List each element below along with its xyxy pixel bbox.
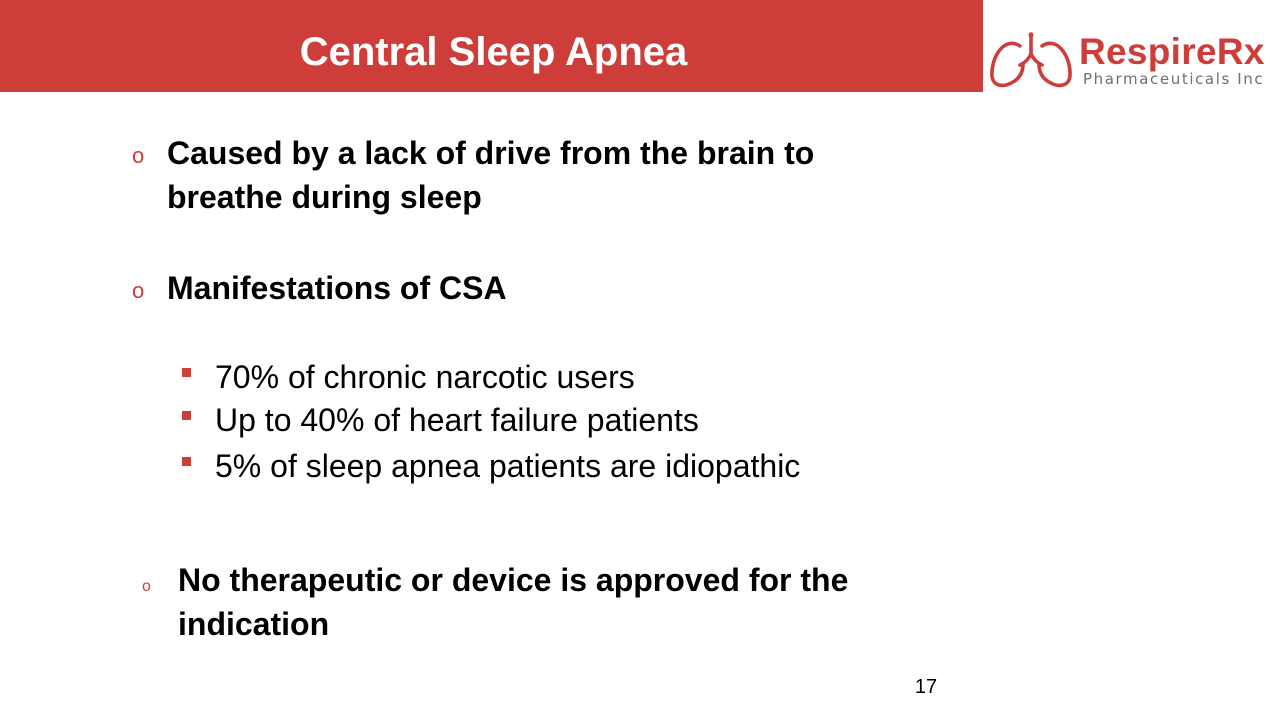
sub-bullet-item [182,444,942,488]
sub-bullet-item [182,398,942,442]
bullet-marker: o [132,278,145,303]
bullet-line: indication [178,606,330,642]
bullet-text [178,558,848,646]
square-bullet-icon [182,368,191,377]
square-bullet-icon [182,457,191,466]
bullet-marker: o [132,143,145,168]
bullet-line: No therapeutic or device is approved for the [178,562,849,598]
logo-subtitle: Pharmaceuticals Inc [1083,70,1265,88]
lungs-icon [987,32,1075,90]
sub-bullet-text: 70% of chronic narcotic users [215,359,635,395]
sub-bullet-text: 5% of sleep apnea patients are idiopathic [215,448,801,484]
bullet-line: Manifestations of CSA [167,270,507,306]
slide-title: Central Sleep Apnea [299,30,688,74]
bullet-marker: o [142,578,151,595]
sub-bullet-item [182,355,942,399]
page-number: 17 [914,676,938,698]
logo-wordmark: RespireRx [1079,31,1265,72]
bullet-text [167,266,507,310]
bullet-line: breathe during sleep [167,179,482,215]
bullet-line: Caused by a lack of drive from the brain to [167,135,815,171]
sub-bullet-text: Up to 40% of heart failure patients [215,402,699,438]
square-bullet-icon [182,411,191,420]
bullet-text [167,131,814,219]
company-logo [987,28,1277,92]
